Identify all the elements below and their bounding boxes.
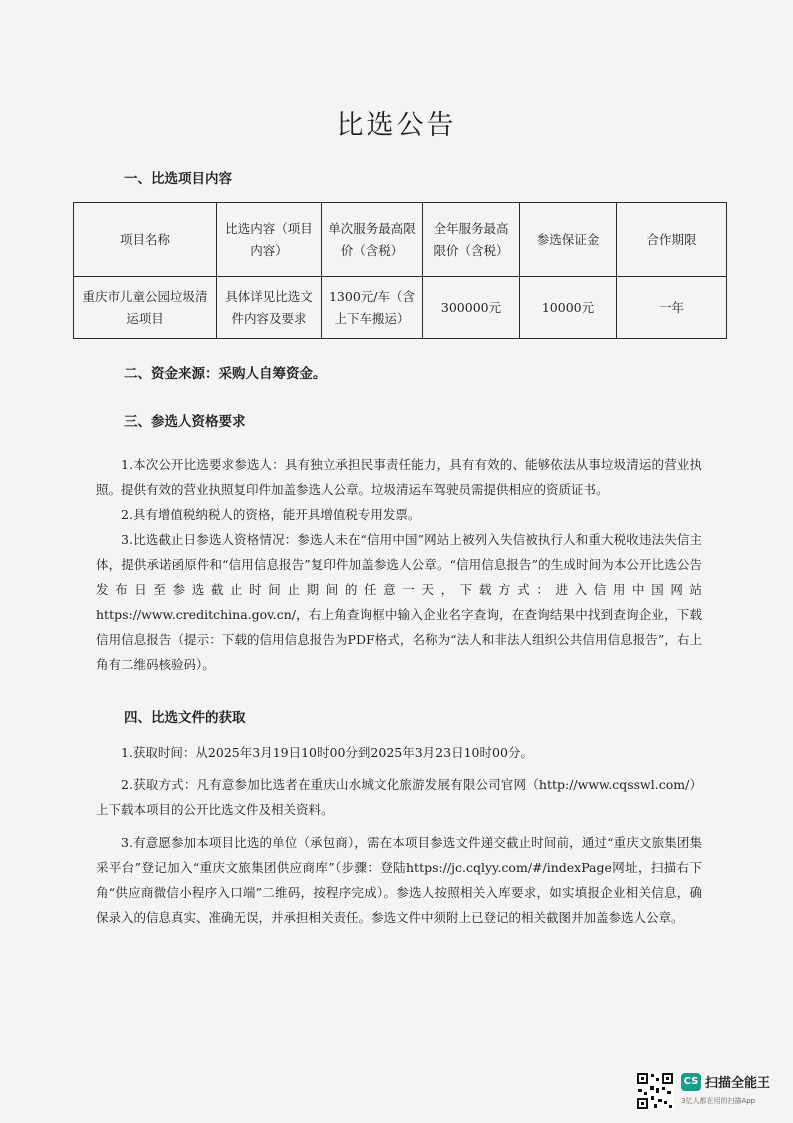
table-header-cell: 全年服务最高限价（含税） bbox=[423, 203, 520, 277]
section3-paragraph-2: 2.具有增值税纳税人的资格，能开具增值税专用发票。 bbox=[121, 507, 421, 522]
table-header-cell: 合作期限 bbox=[617, 203, 727, 277]
table-cell: 10000元 bbox=[520, 277, 617, 339]
section2-heading: 二、资金来源：采购人自筹资金。 bbox=[124, 366, 327, 382]
table-header-cell: 项目名称 bbox=[74, 203, 217, 277]
table-header-cell: 参选保证金 bbox=[520, 203, 617, 277]
table-cell: 300000元 bbox=[423, 277, 520, 339]
camscanner-logo-icon: CS bbox=[681, 1073, 701, 1091]
document-title: 比选公告 bbox=[336, 110, 457, 141]
section4-paragraph-1: 1.获取时间：从2025年3月19日10时00分到2025年3月23日10时00分。 bbox=[121, 745, 533, 760]
table-cell: 一年 bbox=[617, 277, 727, 339]
table-header-cell: 单次服务最高限价（含税） bbox=[322, 203, 423, 277]
section4-heading: 四、比选文件的获取 bbox=[124, 710, 246, 726]
section3-paragraph-1: 1.本次公开比选要求参选人：具有独立承担民事责任能力，具有有效的、能够依法从事垃圾清运的营业执照。提供有效的营业执照复印件加盖参选人公章。垃圾清运车驾驶员需提供相应的资质证书。 bbox=[96, 457, 702, 497]
section4-paragraph-3: 3.有意愿参加本项目比选的单位（承包商），需在本项目参选文件递交截止时间前，通过“重庆文旅集团集采平台”登记加入“重庆文旅集团供应商库”（步骤：登陆https://jc.cqlyy.com/#/indexPage网址，扫描右下角“供应商微信小程序入口端”二维码，按程序完成）。参选人按照相关入库要求，如实填报企业相关信息，确保录入的信息真实、准确无误，并承担相关责任。参选文件中须附上已登记的相关截图并加盖参选人公章。 bbox=[96, 835, 702, 925]
brand-tagline: 3亿人都在用的扫描App bbox=[681, 1097, 756, 1105]
table-cell: 1300元/车（含上下车搬运） bbox=[322, 277, 423, 339]
scanner-brand bbox=[681, 1072, 770, 1091]
table-row bbox=[74, 277, 727, 339]
table-cell: 重庆市儿童公园垃圾清运项目 bbox=[74, 277, 217, 339]
brand-name: 扫描全能王 bbox=[705, 1076, 771, 1091]
section3-heading: 三、参选人资格要求 bbox=[124, 414, 246, 430]
qr-code-icon bbox=[636, 1072, 674, 1110]
table-header-row bbox=[74, 203, 727, 277]
table-header-cell: 比选内容（项目内容） bbox=[217, 203, 322, 277]
table-cell: 具体详见比选文件内容及要求 bbox=[217, 277, 322, 339]
project-table bbox=[73, 202, 727, 339]
section4-paragraph-2: 2.获取方式：凡有意参加比选者在重庆山水城文化旅游发展有限公司官网（http://www.cqsswl.com/）上下载本项目的公开比选文件及相关资料。 bbox=[96, 777, 702, 817]
section1-heading: 一、比选项目内容 bbox=[124, 171, 232, 187]
section3-paragraph-3: 3.比选截止日参选人资格情况：参选人未在“信用中国”网站上被列入失信被执行人和重大税收违法失信主体，提供承诺函原件和“信用信息报告”复印件加盖参选人公章。“信用信息报告”的生成时间为本公开比选公告发布日至参选截止时间止期间的任意一天，下载方式：进入信用中国网站https://www.creditchina.gov.cn/，右上角查询框中输入企业名字查询，在查询结果中找到查询企业，下载信用信息报告（提示：下载的信用信息报告为PDF格式，名称为“法人和非法人组织公共信用信息报告”，右上角有二维码核验码）。 bbox=[96, 532, 702, 672]
